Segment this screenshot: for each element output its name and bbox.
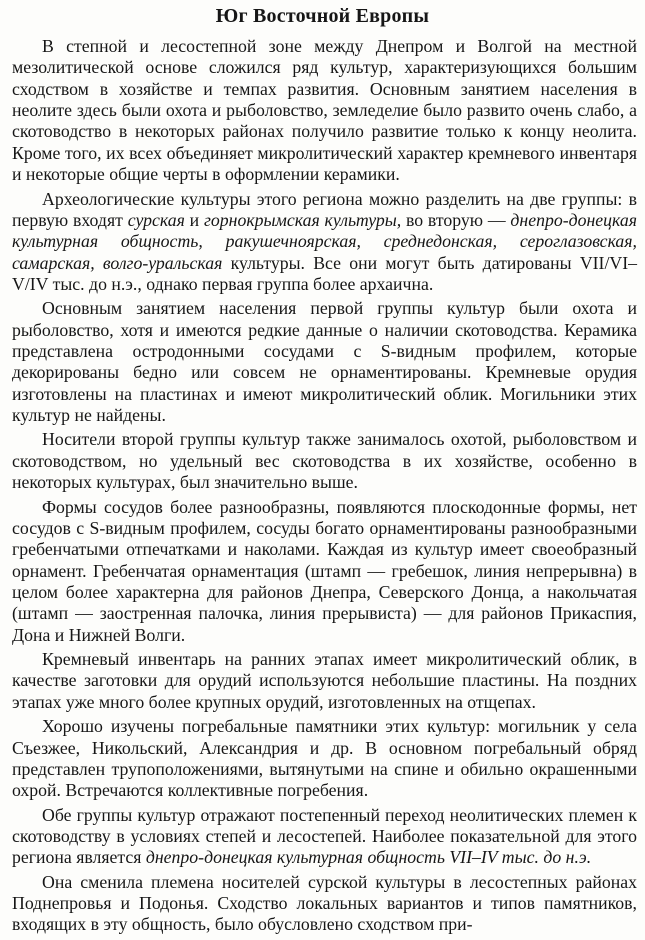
text-segment: Обе группы культур отражают постепенный переход неолитических племен к скотоводству в условиях степей и лесостепей. Наиболее показательной для этого региона является (12, 804, 637, 868)
italic-term: днепро-донецкая культурная общность VII–IV тыс. до н.э. (145, 847, 592, 868)
text-segment: Основным занятием населения первой группы культур были охота и рыболовство, хотя и имеются редкие данные о наличии скотоводства. Керамика представлена остродонными сосудами с S-видным профилем, которые декорированы бедно или совсем не орнаментированы. Кремневые орудия изготовлены на пластинах и имеют микролитический облик. Могильники этих культур не найдены. (12, 298, 637, 426)
paragraph (12, 872, 637, 936)
section-heading: Юг Восточной Европы (215, 5, 430, 27)
text-segment: и (184, 209, 204, 230)
body-text (12, 36, 637, 936)
text-segment: Кремневый инвентарь на ранних этапах имеет микролитический облик, в качестве заготовки для орудий используются небольшие пластины. На поздних этапах уже много более крупных орудий, изготовленных на отщепах. (12, 649, 637, 712)
paragraph (12, 189, 637, 296)
text-segment: культуры. Все они могут быть датированы VII/VI–V/IV тыс. до н.э., однако первая группа более архаична. (12, 252, 638, 294)
paragraph (12, 649, 637, 713)
text-segment: В степной и лесостепной зоне между Днепром и Волгой на местной мезолитической основе сложился ряд культур, характеризующихся большим сходством в хозяйстве и темпах развития. Основным занятием населения в неолите здесь были охота и рыболовство, земледелие было развито очень слабо, а скотоводство в некоторых районах получило развитие только к концу неолита. Кроме того, их всех объединяет микролитический характер кремневого инвентаря и некоторые общие черты в оформлении керамики. (12, 36, 637, 185)
text-segment: Формы сосудов более разнообразны, появляются плоскодонные формы, нет сосудов с S-видным профилем, сосуды богато орнаментированы разнообразными гребенчатыми отпечатками и наколами. Каждая из культур имеет своеобразный орнамент. Гребенчатая орнаментация (штамп — гребешок, линия непрерывна) в целом более характерна для районов Днепра, Северского Донца, а накольчатая (штамп — заостренная палочка, линия прерывиста) — для районов Прикаспия, Дона и Нижней Волги. (12, 496, 637, 645)
text-segment: Археологические культуры этого региона можно разделить на две группы: в первую входят (12, 188, 637, 230)
paragraph (12, 716, 637, 801)
italic-term: сурская (127, 209, 185, 230)
italic-term: горнокрымская культуры, (203, 209, 402, 230)
text-segment: Хорошо изучены погребальные памятники этих культур: могильник у села Съезжее, Никольский, Александрия и др. В основном погребальный обряд представлен трупоположениями, вытянутыми на спине и обильно окрашенными охрой. Встречаются коллективные погребения. (12, 716, 637, 801)
text-segment: Она сменила племена носителей сурской культуры в лесостепных районах Поднепровья и Подонья. Сходство локальных вариантов и типов памятников, входящих в эту общность, было обусловлено сходством при- (12, 871, 637, 935)
paragraph (12, 497, 637, 647)
text-segment: во вторую — (401, 209, 511, 230)
text-segment: Носители второй группы культур также занималось охотой, рыболовством и скотоводством, но удельный вес скотоводства в их хозяйстве, особенно в некоторых культурах, был значительно выше. (12, 429, 637, 493)
paragraph (12, 429, 637, 493)
paragraph (12, 36, 637, 186)
paragraph (12, 298, 637, 426)
paragraph (12, 805, 637, 869)
italic-term: днепро-донецкая культурная общность, ракушечноярская, среднедонская, сероглазовская, самарская, волго-уральская (12, 209, 638, 273)
